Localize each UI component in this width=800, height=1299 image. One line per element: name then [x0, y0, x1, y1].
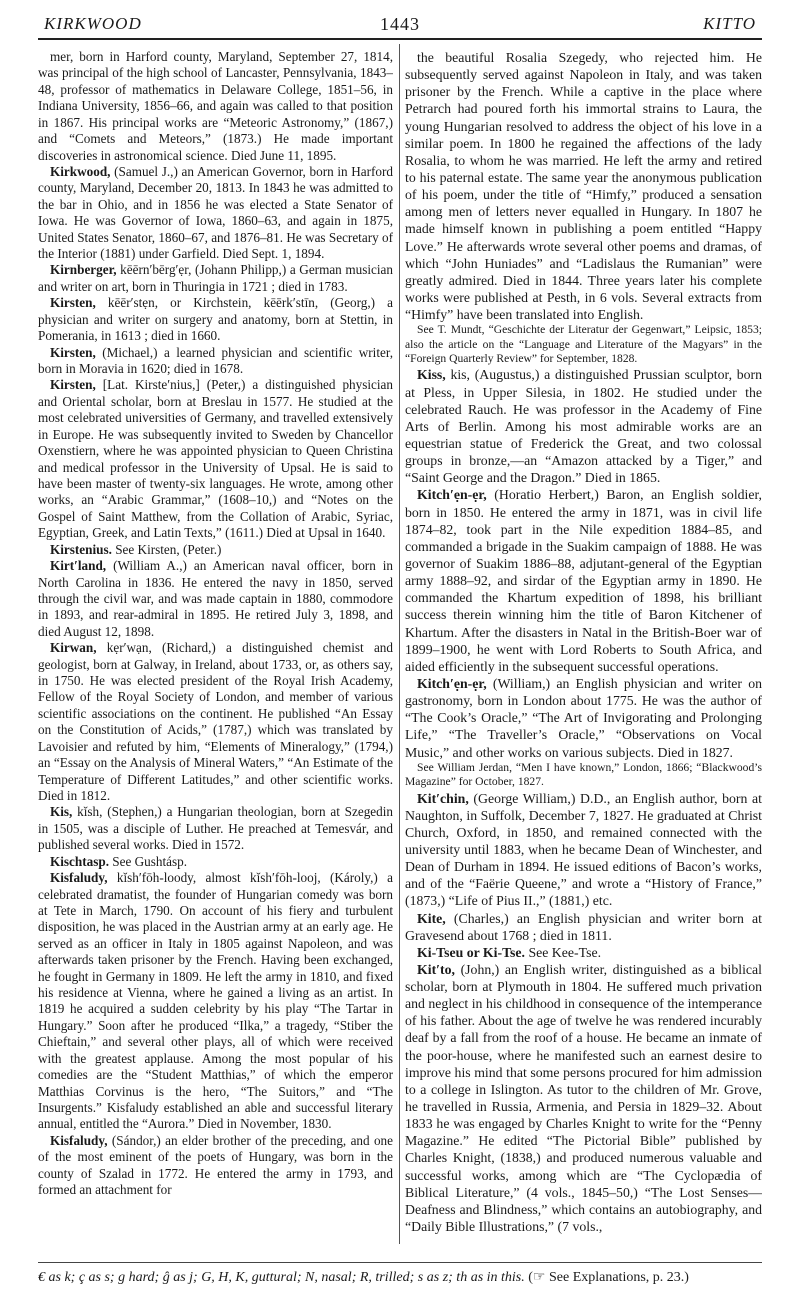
entry-headword: Kiss, — [417, 367, 446, 383]
entry-headword: Kitch′ẹn-ẹr, — [417, 487, 487, 503]
entry-headword: Kirsten, — [50, 344, 96, 360]
entry-headword: Kisfaludy, — [50, 1132, 108, 1148]
dictionary-entry — [405, 961, 762, 1235]
entry-headword: Kirwan, — [50, 640, 97, 656]
entry-text: (Michael,) a learned physician and scientific writer, born in Moravia in 1620; died in 1678. — [38, 344, 393, 377]
entry-text: See Kee-Tse. — [528, 944, 602, 960]
entry-text: See T. Mundt, “Geschichte der Literatur der Gegenwart,” Leipsic, 1853; also the article on the “Language and Literature of the Magyars” in the “Foreign Quarterly Review” for September, 1828. — [405, 323, 762, 366]
dictionary-entry — [38, 640, 393, 804]
entry-text: kēēr′stẹn, or Kirchstein, kēērk′stīn, (Georg,) a physician and writer on surgery and anatomy, born at Stettin, in Pomerania, in 1613 ; died in 1660. — [38, 295, 393, 344]
page-header — [44, 6, 756, 40]
dictionary-entry — [405, 675, 762, 761]
entry-text: (John,) an English writer, distinguished as a biblical scholar, born at Plymouth in 1804. He suffered much privation and neglect in his childhood in consequence of the intemperance of his father. About the age of twelve he was rendered incurably deaf by a fall from the roof of a house. He became an inmate of the poor-house, where he manifested such an earnest desire to improve his mind that some persons procured for him admission to a college in Islington. As tutor to the children of Mr. Grove, he travelled in Russia, Armenia, and Persia in 1829–32. About 1833 he was engaged by Charles Knight to write for the “Penny Magazine.” He edited “The Pictorial Bible” published by Charles Knight, (1838,) and produced numerous valuable and successful works, among which are “The Cyclopædia of Biblical Literature,” (4 vols., 1845–50,) “The Lost Senses—Deafness and Blindness,” which contains an autobiography, and “Daily Bible Illustrations,” (7 vols., — [405, 961, 762, 1235]
see-explanations-note: (☞ See Explanations, p. 23.) — [528, 1270, 689, 1285]
left-column — [38, 49, 393, 1244]
entry-headword: Kirkwood, — [50, 163, 111, 179]
entry-text: (George William,) D.D., an English author, born at Naughton, in Suffolk, December 7, 1827. He graduated at Christ Church, Oxford, in 1850, and remained connected with the university until 1883, when he became Dean of Winchester, and Dean of Durham in 1894. He issued editions of Bacon’s works, and of the “Faërie Queene,” and wrote a “History of France,” (1873,) “Life of Pius II.,” (1881,) etc. — [405, 790, 762, 909]
dictionary-entry — [38, 854, 393, 870]
header-left-guide-word: KIRKWOOD — [44, 14, 142, 33]
entry-headword: Kis, — [50, 804, 73, 820]
entry-headword: Ki-Tseu or Ki-Tse. — [417, 944, 525, 960]
dictionary-entry — [38, 870, 393, 1133]
dictionary-entry — [38, 262, 393, 295]
page-number: 1443 — [380, 14, 420, 34]
entry-headword: Kisfaludy, — [50, 870, 108, 886]
entry-text: (Samuel J.,) an American Governor, born in Harford county, Maryland, December 20, 1813. In 1843 he was admitted to the bar in Ohio, and in 1856 he was elected a State Senator of Iowa. He was Governor of Iowa, 1860–63, and again in 1875, United States Senator, 1860–67, and 1876–81. He was Secretary of the Interior (1881) under Garfield. Died Sept. 1, 1894. — [38, 163, 393, 262]
entry-text: [Lat. Kirste′nius,] (Peter,) a distinguished physician and Oriental scholar, born at Breslau in 1577. He studied at the most celebrated universities of Germany, and travelled extensively in Europe. He was subsequently invited to Sweden by Chancellor Oxenstiern, where he was appointed physician to Queen Christina and medical professor in the University of Upsal. He is said to have been master of twenty-six languages. He wrote, among other works, an “Arabic Grammar,” (1608–10,) and “Notes on the Gospel of Saint Matthew, from the Collation of Arabic, Syriac, Egyptian, Greek, and Latin Texts,” (1611.) Died at Upsal in 1640. — [38, 377, 393, 541]
right-column — [405, 49, 762, 1244]
dictionary-entry — [38, 345, 393, 378]
entry-text: (Sándor,) an elder brother of the preceding, and one of the most eminent of the poets of Hungary, was born in the county of Szalad in 1772. He entered the army in 1793, and formed an attachment for — [38, 1132, 393, 1198]
pronunciation-key — [38, 1262, 762, 1286]
entry-text: kẹr′wạn, (Richard,) a distinguished chemist and geologist, born at Galway, in Ireland, about 1733, or, as others say, in 1750. He was elected president of the Royal Irish Academy, Fellow of the Royal Society of London, and member of various scientific associations on the continent. He published “An Essay on the Constitution of Acids,” (1787,) which was translated by Lavoisier and refuted by him, “Elements of Mineralogy,” (1794,) an “Essay on the Analysis of Mineral Waters,” “An Estimate of the Temperature of Different Latitudes,” and other scientific works. Died in 1812. — [38, 640, 393, 803]
dictionary-entry — [38, 1133, 393, 1199]
dictionary-entry — [38, 542, 393, 558]
dictionary-entry — [405, 486, 762, 675]
dictionary-entry — [405, 910, 762, 944]
entry-headword: Kit′chin, — [417, 790, 469, 806]
entry-text: the beautiful Rosalia Szegedy, who rejected him. He subsequently served against Napoleon in Italy, and was taken prisoner by the French. While a captive in the place where Petrarch had poured forth his immortal strains to Laura, the young Hungarian resolved to address the object of his love in a similar poem. In 1800 he regained the affections of the lady Rosalia, to whom he was married. He left the army and retired to his paternal estate. The same year the anonymous publication of his poem, under the title of “Himfy,” produced a sensation among men of letters never equalled in Hungary. In 1807 he made himself known in publishing a poem entitled “Happy Love.” He afterwards wrote several other poems and dramas, of which “John Huniades” and “Ladislaus the Rumanian” were greatly admired. Died in 1844. Three years later his complete works were published at Pesth, in 6 vols. Several extracts from “Himfy” have been translated into English. — [405, 50, 762, 323]
entry-text: See William Jerdan, “Men I have known,” London, 1866; “Blackwood’s Magazine” for October, 1827. — [405, 760, 762, 789]
dictionary-entry — [38, 295, 393, 344]
entry-headword: Kirstenius. — [50, 541, 112, 557]
entry-text: (Charles,) an English physician and writer born at Gravesend about 1768 ; died in 1811. — [405, 910, 762, 943]
dictionary-entry — [405, 790, 762, 910]
entry-text: See Kirsten, (Peter.) — [115, 541, 222, 557]
entry-headword: Kitch′ẹn-ẹr, — [417, 676, 487, 691]
entry-text: kĭsh, (Stephen,) a Hungarian theologian, born at Szegedin in 1505, was a disciple of Luther. He preached at Temesvár, and published several works. Died in 1572. — [38, 804, 393, 853]
reference-note — [405, 323, 762, 366]
entry-text: kĭsh′fōh-loody, almost kĭsh′fōh-looj, (Károly,) a celebrated dramatist, the founder of Hungarian comedy was born at Tete in March, 1790. On account of his fiery and turbulent disposition, he was placed in the Austrian army at an early age. He served as an officer in Italy in 1805 against Napoleon, and was afterwards taken prisoner by the French. Having been exchanged, he fought in Germany in 1809. He left the army in 1810, and fixed his residence at Vienna, where he gained a living as an artist. In 1819 he acquired a sudden celebrity by his play “The Tartar in Hungary.” Soon after he produced “Ilka,” a tragedy, “Stiber the Chieftain,” and several other plays, all of which were received with the greatest applause. Among the most popular of his comedies are the “Student Matthias,” of which the emperor Matthias Corvinus is the hero, “The Suitors,” and “The Insurgents.” Kisfaludy established an able and successful literary annual, entitled the “Aurora.” Died in November, 1830. — [38, 870, 393, 1132]
entry-text: kis, (Augustus,) a distinguished Prussian sculptor, born at Pless, in Upper Silesia, in 1802. He studied under the celebrated Rauch. He was professor in the Academy of Fine Arts of Berlin. Among his most admirable works are an equestrian statue of Frederick the Great, and two colossal groups in bronze,—an “Amazon attacked by a Tiger,” and “Saint George and the Dragon.” Died in 1865. — [405, 367, 762, 486]
entry-text: (William A.,) an American naval officer, born in North Carolina in 1836. He entered the navy in 1850, served through the civil war, and was made captain in 1880, commodore in 1893, and rear-admiral in 1895. He retired July 3, 1898, and died August 12, 1898. — [38, 558, 393, 639]
dictionary-entry — [38, 49, 393, 164]
dictionary-entry — [405, 944, 762, 961]
dictionary-entry — [38, 164, 393, 263]
entry-text: mer, born in Harford county, Maryland, September 27, 1814, was principal of the high school of Lancaster, Pennsylvania, 1843–48, professor of mathematics in Delaware College, 1851–56, in Indiana University, 1856–66, and again was called to that position in 1867. His principal works are “Meteoric Astronomy,” (1867,) and “Comets and Meteors,” (1873.) He made important discoveries in astronomical science. Died June 11, 1895. — [38, 49, 393, 163]
header-rule — [38, 38, 762, 40]
column-divider — [399, 44, 400, 1244]
entry-headword: Kirnberger, — [50, 262, 117, 278]
entry-text: kēērn′bērg′ẹr, (Johann Philipp,) a German musician and writer on art, born in Thuringia in 1721 ; died in 1783. — [38, 262, 393, 294]
entry-headword: Kit′to, — [417, 961, 455, 977]
pronunciation-key-text: € as k; ç as s; g hard; ĝ as j; G, H, K, guttural; N, nasal; R, trilled; s as z; th as in this. — [38, 1270, 525, 1285]
entry-text: (William,) an English physician and writer on gastronomy, born in London about 1775. He was the author of “The Cook’s Oracle,” “The Art of Invigorating and Prolonging Life,” “The Traveller’s Oracle,” “Observations on Vocal Music,” and other works on various subjects. Died in 1827. — [405, 676, 762, 760]
entry-headword: Kirt′land, — [50, 558, 107, 574]
entry-headword: Kite, — [417, 910, 446, 926]
dictionary-entry — [38, 804, 393, 853]
dictionary-entry — [38, 558, 393, 640]
entry-headword: Kischtasp. — [50, 853, 109, 869]
dictionary-entry — [405, 49, 762, 323]
reference-note — [405, 761, 762, 790]
header-right-guide-word: KITTO — [703, 14, 756, 33]
dictionary-entry — [405, 366, 762, 486]
entry-headword: Kirsten, — [50, 377, 96, 393]
entry-text: See Gushtásp. — [112, 853, 188, 869]
entry-text: (Horatio Herbert,) Baron, an English soldier, born in 1850. He entered the army in 1871, was in civil life 1874–82, took part in the Nile expedition 1884–85, and commanded a brigade in the Suakim campaign of 1888. He was governor of Suakim 1886–88, adjutant-general of the Egyptian army 1888–92, and sirdar of the Egyptian army in 1890. He commanded the Khartum expedition of 1898, his brilliant success therein winning him the title of Baron Kitchener of Khartum. After the disasters in Natal in the British-Boer war of 1899–1900, he went with Lord Roberts to South Africa, and aided efficiently in the subsequent successful operations. — [405, 487, 762, 674]
dictionary-entry — [38, 377, 393, 541]
entry-headword: Kirsten, — [50, 295, 96, 311]
